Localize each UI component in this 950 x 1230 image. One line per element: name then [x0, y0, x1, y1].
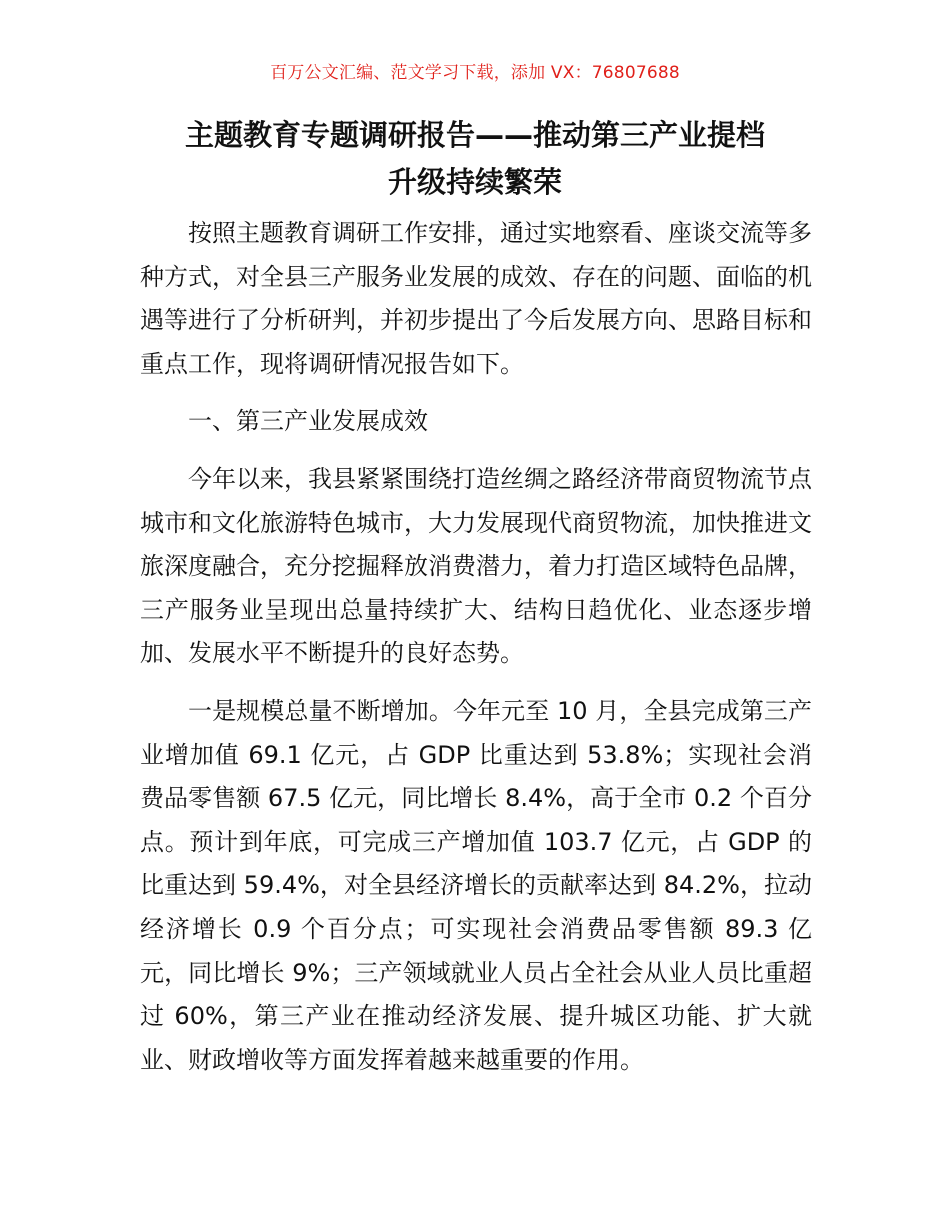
section-heading: 一、第三产业发展成效 [188, 407, 428, 436]
watermark-header: 百万公文汇编、范文学习下载，添加 VX：76807688 [270, 63, 680, 83]
point-paragraph: 一是规模总量不断增加。今年元至 10 月，全县完成第三产业增加值 69.1 亿元，占 GDP 比重达到 53.8%；实现社会消费品零售额 67.5 亿元，同比增长 8.4%，高于全市 0.2 个百分点。预计到年底，可完成三产增加值 103.7 亿元，占 GDP 的比重达到 59.4%，对全县经济增长的贡献率达到 84.2%，拉动经济增长 0.9 个百分点；可实现社会消费品零售额 89.3 亿元，同比增长 9%；三产领域就业人员占全社会从业人员比重超过 60%，第三产业在推动经济发展、提升城区功能、扩大就业、财政增收等方面发挥着越来越重要的作用。 [140, 696, 812, 1074]
document-title [120, 112, 830, 206]
section-paragraph: 今年以来，我县紧紧围绕打造丝绸之路经济带商贸物流节点城市和文化旅游特色城市，大力发展现代商贸物流，加快推进文旅深度融合，充分挖掘释放消费潜力，着力打造区域特色品牌，三产服务业呈现出总量持续扩大、结构日趋优化、业态逐步增加、发展水平不断提升的良好态势。 [140, 464, 812, 668]
document-body [140, 212, 812, 1082]
title-line-1: 主题教育专题调研报告——推动第三产业提档 [184, 118, 765, 152]
title-line-2: 升级持续繁荣 [387, 165, 562, 199]
intro-paragraph: 按照主题教育调研工作安排，通过实地察看、座谈交流等多种方式，对全县三产服务业发展的成效、存在的问题、面临的机遇等进行了分析研判，并初步提出了今后发展方向、思路目标和重点工作，现将调研情况报告如下。 [140, 219, 812, 378]
